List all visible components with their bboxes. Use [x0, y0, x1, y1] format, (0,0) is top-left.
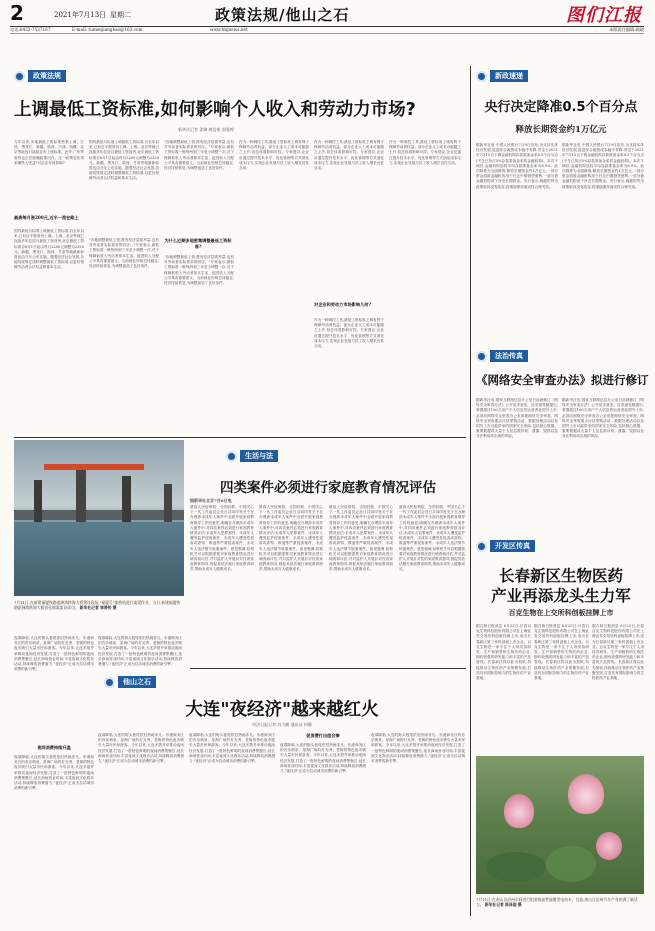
family-body-2: 最高人民检察院、全国妇联、中国关心下一代工作委员会近日共同印发关于在办理涉未成年人案件中全面开展家庭教育指导工作的意见,明确在办理涉未成年人案件中,对四类案件必须进行家庭教育情况评估:未成年人犯罪案件、未成年人遭受监护侵害案件、未成年人遭受性侵害或虐待、欺凌等严重侵害案件、未成年人违法情节较重案件。意见强调,检察机关可以根据需要对家庭教育情况进行调查和评估,并对监护人开展针对性的家庭教育指导,督促其依法履行家庭教育职责,帮助未成年人健康成长。: [259, 505, 323, 572]
wage-col6: 作为一种调控工具,最低工资标准上调有利于保障劳动者权益。部分企业人工成本可能随之上升,但总体看影响可控。专家建议,企业应通过提升技术水平、优化管理等方式消化成本压力,实现企业发展与员工收入增长良性互动。: [389, 140, 461, 165]
wage-subhead-3: 对企业和劳动力市场影响几何?: [314, 302, 371, 307]
changchun-body-3: 据吉林日报消息 6月25日,长春百克生物科技股份有限公司在上海证券交易所科创板挂牌上市,成为长春新区第三家科创板上市企业。百克生物是一家专注于人用疫苗研发、生产和销售的生物医药企业,拥有较强的研发能力和丰富的产品管线。长春新区将以此为契机,持续推动生物医药产业集聚发展,打造具有国际影响力的生物医药产业基地。: [592, 624, 644, 681]
issue-weekday: 星期二: [110, 11, 131, 19]
wage-col5: 作为一种调控工具,最低工资标准上调有利于保障劳动者权益。部分企业人工成本可能随之上升,但总体看影响可控。专家建议,企业应通过提升技术水平、优化管理等方式消化成本压力,实现企业发展与员工收入增长良性互动。: [314, 140, 384, 171]
section-mark-icon: [476, 351, 487, 362]
bridge-photo: [14, 440, 184, 596]
wage-col2: 国内最低月标准上调最低工资标准,自去年以来,已有近半数省份上调。上海、北京等地已连续多年位居月最低工资前列,北京最低工资标准自8月1日起由每月2200元调整为2320元。新疆、黑龙江、陕西、甘肃等地最新标准也由当年公布实施。随着经济社会发展,各地均按规定适时调整最低工资标准,以更好保障劳动者合法权益和基本生活。: [89, 140, 159, 181]
family-body-3: 最高人民检察院、全国妇联、中国关心下一代工作委员会近日共同印发关于在办理涉未成年人案件中全面开展家庭教育指导工作的意见,明确在办理涉未成年人案件中,对四类案件必须进行家庭教育情况评估:未成年人犯罪案件、未成年人遭受监护侵害案件、未成年人遭受性侵害或虐待、欺凌等严重侵害案件、未成年人违法情节较重案件。意见强调,检察机关可以根据需要对家庭教育情况进行调查和评估,并对监护人开展针对性的家庭教育指导,督促其依法履行家庭教育职责,帮助未成年人健康成长。: [329, 505, 393, 572]
divider-horizontal: [190, 668, 466, 669]
section-mark-icon: [476, 541, 487, 552]
changchun-title: 长春新区生物医药: [498, 567, 623, 585]
dalian-left-col: 夜幕降临,大连的街头巷尾依旧热闹非凡。东港商务区的音乐喷泉、星海广场的灯光秀、老街的特色夜市吸引大量市民和游客。今年以来,大连多措并举推动夜间经济发展,打造了一批特色鲜明的夜间消费集聚区,延长商场营业时间,丰富夜间文化娱乐活动,持续释放消费潜力,"夜经济"正成为拉动城市消费的新引擎。: [14, 636, 94, 672]
tag-label: 生活与法: [240, 450, 278, 462]
tag-label: 新政速递: [490, 70, 528, 82]
wage-col3b: "各地调整最低工资,既有经济层面考量,也有对劳动者实际需求的回应。"专家表示,最低工资标准一般每两到三年至少调整一次,对于保障低收入劳动者基本生活、促进收入分配公平具有重要意义。当前就业形势总体稳定,经济持续恢复,为调整创造了良好条件。: [164, 255, 234, 286]
dalian-subhead-2: 促消费打出组合拳: [306, 733, 340, 738]
family-title: 四类案件必须进行家庭教育情况评估: [220, 480, 436, 496]
wage-subhead-2: 为什么近期多地密集调整最低工资标准?: [164, 238, 232, 249]
issue-date: 2021年7月13日: [54, 11, 107, 19]
dalian-body-4: 夜幕降临,大连的街头巷尾依旧热闹非凡。东港商务区的音乐喷泉、星海广场的灯光秀、老街的特色夜市吸引大量市民和游客。今年以来,大连多措并举推动夜间经济发展,打造了一批特色鲜明的夜间消费集聚区,延长商场营业时间,丰富夜间文化娱乐活动,持续释放消费潜力,"夜经济"正成为拉动城市消费的新引擎。: [371, 733, 465, 764]
page-number: 2: [10, 1, 24, 25]
caption-text: 7月11日,在新建福厦铁路湄洲湾跨海大桥建设现场,"福厦号"架桥机进行架梁作业。当日,新建福厦铁路湄洲湾跨海大桥首孔箱梁架设成功。: [14, 600, 181, 610]
family-byline: 据新华社北京7月8日电: [190, 498, 232, 503]
dalian-title: 大连"夜经济"越来越红火: [185, 700, 379, 720]
wage-byline: 新华社记者 姜琳 黄浩苑 郭曼婷: [178, 127, 234, 132]
masthead-bar: [10, 26, 644, 34]
cyber-body-2: 据新华社电 国家互联网信息办公室日前就修订《网络安全审查办法》公开征求意见。征求意见稿提出,掌握超过100万用户个人信息的运营者赴国外上市,必须向网络安全审查办公室申报网络安全审查。网络安全审查重点评估采购活动、数据处理活动以及国外上市可能带来的国家安全风险,包括核心数据、重要数据或大量个人信息被窃取、泄露、毁损以及非法利用或出境的风险。: [562, 398, 644, 439]
pboc-body-2: 据新华社电 中国人民银行7月9日宣布,为支持实体经济发展,促进综合融资成本稳中有降,决定于2021年7月15日下调金融机构存款准备金率0.5个百分点(不含已执行5%存款准备金率的金融机构)。本次下调后,金融机构加权平均存款准备金率为8.9%。此次降准为全面降准,释放长期资金约1万亿元,一部分资金将被金融机构用于归还中期借贷便利,一部分被金融机构用于补充长期资金。央行表示,稳健的货币政策取向没有改变,将继续保持流动性合理充裕。: [562, 143, 644, 189]
section-mark-icon: [104, 677, 115, 688]
tag-label: 政策法规: [28, 70, 66, 82]
section-mark-icon: [14, 71, 25, 82]
dalian-left-col-2: 夜幕降临,大连的街头巷尾依旧热闹非凡。东港商务区的音乐喷泉、星海广场的灯光秀、老街的特色夜市吸引大量市民和游客。今年以来,大连多措并举推动夜间经济发展,打造了一批特色鲜明的夜间消费集聚区,延长商场营业时间,丰富夜间文化娱乐活动,持续释放消费潜力,"夜经济"正成为拉动城市消费的新引擎。: [14, 755, 94, 791]
family-body-1: 最高人民检察院、全国妇联、中国关心下一代工作委员会近日共同印发关于在办理涉未成年人案件中全面开展家庭教育指导工作的意见,明确在办理涉未成年人案件中,对四类案件必须进行家庭教育情况评估:未成年人犯罪案件、未成年人遭受监护侵害案件、未成年人遭受性侵害或虐待、欺凌等严重侵害案件、未成年人违法情节较重案件。意见强调,检察机关可以根据需要对家庭教育情况进行调查和评估,并对监护人开展针对性的家庭教育指导,督促其依法履行家庭教育职责,帮助未成年人健康成长。: [190, 505, 254, 572]
pboc-title: 央行决定降准0.5个百分点: [484, 100, 638, 115]
section-title: 政策法规/他山之石: [215, 6, 350, 24]
wage-col4: 作为一种调控工具,最低工资标准上调有利于保障劳动者权益。部分企业人工成本可能随之上升,但总体看影响可控。专家建议,企业应通过提升技术水平、优化管理等方式消化成本压力,实现企业发展与员工收入增长良性互动。: [239, 140, 309, 171]
changchun-body-1: 据吉林日报消息 6月25日,长春百克生物科技股份有限公司在上海证券交易所科创板挂牌上市,成为长春新区第三家科创板上市企业。百克生物是一家专注于人用疫苗研发、生产和销售的生物医药企业,拥有较强的研发能力和丰富的产品管线。长春新区将以此为契机,持续推动生物医药产业集聚发展,打造具有国际影响力的生物医药产业基地。: [476, 624, 531, 681]
dalian-body-1: 夜幕降临,大连的街头巷尾依旧热闹非凡。东港商务区的音乐喷泉、星海广场的灯光秀、老街的特色夜市吸引大量市民和游客。今年以来,大连多措并举推动夜间经济发展,打造了一批特色鲜明的夜间消费集聚区,延长商场营业时间,丰富夜间文化娱乐活动,持续释放消费潜力,"夜经济"正成为拉动城市消费的新引擎。: [98, 733, 184, 764]
family-body-4: 最高人民检察院、全国妇联、中国关心下一代工作委员会近日共同印发关于在办理涉未成年人案件中全面开展家庭教育指导工作的意见,明确在办理涉未成年人案件中,对四类案件必须进行家庭教育情况评估:未成年人犯罪案件、未成年人遭受监护侵害案件、未成年人遭受性侵害或虐待、欺凌等严重侵害案件、未成年人违法情节较重案件。意见强调,检察机关可以根据需要对家庭教育情况进行调查和评估,并对监护人开展针对性的家庭教育指导,督促其依法履行家庭教育职责,帮助未成年人健康成长。: [399, 505, 465, 572]
caption-credit: 新华社记者 陈泽国 摄: [484, 902, 522, 907]
wage-col3: "各地调整最低工资,既有经济层面考量,也有对劳动者实际需求的回应。"专家表示,最低工资标准一般每两到三年至少调整一次,对于保障低收入劳动者基本生活、促进收入分配公平具有重要意义。当前就业形势总体稳定,经济持续恢复,为调整创造了良好条件。: [164, 140, 234, 171]
dalian-byline: 经济日报记者 苏大鹏 通讯员 何静: [252, 722, 312, 727]
wage-col5b: 作为一种调控工具,最低工资标准上调有利于保障劳动者权益。部分企业人工成本可能随之上升,但总体看影响可控。专家建议,企业应通过提升技术水平、优化管理等方式消化成本压力,实现企业发展与员工收入增长良性互动。: [314, 318, 384, 349]
tag-label: 他山之石: [118, 676, 156, 688]
masthead: [10, 3, 644, 25]
cyber-body-1: 据新华社电 国家互联网信息办公室日前就修订《网络安全审查办法》公开征求意见。征求意见稿提出,掌握超过100万用户个人信息的运营者赴国外上市,必须向网络安全审查办公室申报网络安全审查。网络安全审查重点评估采购活动、数据处理活动以及国外上市可能带来的国家安全风险,包括核心数据、重要数据或大量个人信息被窃取、泄露、毁损以及非法利用或出境的风险。: [476, 398, 558, 439]
changchun-title-2: 产业再添龙头生力军: [491, 587, 631, 605]
tag-new-policy: [476, 70, 528, 82]
wage-subhead-1: 最高每月涨200元,近半一流在路上: [14, 215, 79, 220]
wage-col2b: "各地调整最低工资,既有经济层面考量,也有对劳动者实际需求的回应。"专家表示,最低工资标准一般每两到三年至少调整一次,对于保障低收入劳动者基本生活、促进收入分配公平具有重要意义。当前就业形势总体稳定,经济持续恢复,为调整创造了良好条件。: [89, 238, 159, 269]
dalian-body-2: 夜幕降临,大连的街头巷尾依旧热闹非凡。东港商务区的音乐喷泉、星海广场的灯光秀、老街的特色夜市吸引大量市民和游客。今年以来,大连多措并举推动夜间经济发展,打造了一批特色鲜明的夜间消费集聚区,延长商场营业时间,丰富夜间文化娱乐活动,持续释放消费潜力,"夜经济"正成为拉动城市消费的新引擎。: [189, 733, 275, 764]
pboc-subtitle: 释放长期资金约1万亿元: [515, 125, 607, 135]
cyber-title: 《网络安全审查办法》拟进行修订: [476, 373, 649, 387]
bridge-caption: [14, 600, 184, 610]
contact-email: E-mail: tumenjiangbao@163.com: [72, 27, 143, 32]
tag-legal: [476, 350, 528, 362]
dalian-subhead-1: 夜间消费持续升温: [37, 745, 71, 750]
wage-body-1: 国内最低月标准上调最低工资标准,自去年以来,已有近半数省份上调。上海、北京等地已连续多年位居月最低工资前列,北京最低工资标准自8月1日起由每月2200元调整为2320元。新疆、黑龙江、陕西、甘肃等地最新标准也由当年公布实施。随着经济社会发展,各地均按规定适时调整最低工资标准,以更好保障劳动者合法权益和基本生活。: [14, 229, 84, 270]
changchun-body-2: 据吉林日报消息 6月25日,长春百克生物科技股份有限公司在上海证券交易所科创板挂牌上市,成为长春新区第三家科创板上市企业。百克生物是一家专注于人用疫苗研发、生产和销售的生物医药企业,拥有较强的研发能力和丰富的产品管线。长春新区将以此为契机,持续推动生物医药产业集聚发展,打造具有国际影响力的生物医药产业基地。: [534, 624, 589, 681]
lotus-caption: [476, 897, 644, 907]
caption-credit: 新华社记者 林善传 摄: [79, 605, 117, 610]
caption-text: 7月11日,在南山自治州车间进行组装的高性能微型电动车。目前,南山自治州汽车产业充满了新活力。: [476, 897, 638, 907]
section-mark-icon: [226, 451, 237, 462]
tag-dev-zone: [476, 540, 535, 552]
contact-phone: 电话:0433-7537167: [10, 27, 51, 32]
wage-title: 上调最低工资标准,如何影响个人收入和劳动力市场?: [14, 100, 416, 120]
tag-policy: [14, 70, 66, 82]
editor-credit: 本版责任编辑:顾晓: [609, 27, 644, 32]
tag-label: 法治传真: [490, 350, 528, 362]
lotus-photo: [476, 756, 644, 894]
tag-other-places: [104, 676, 156, 688]
wage-lead: 今年以来,多地最低工资标准密集上调。江西、黑龙江、新疆、陕西、天津、西藏、北京等地近日陆续宣布上调标准。此外,广东等省份也正在酝酿政策出台。这一政策变化带来哪些人受益?对企业有何影响?: [14, 140, 84, 165]
contact-website: www.tmjnews.net: [210, 27, 248, 32]
divider-vertical: [470, 66, 471, 916]
dalian-body-3: 夜幕降临,大连的街头巷尾依旧热闹非凡。东港商务区的音乐喷泉、星海广场的灯光秀、老街的特色夜市吸引大量市民和游客。今年以来,大连多措并举推动夜间经济发展,打造了一批特色鲜明的夜间消费集聚区,延长商场营业时间,丰富夜间文化娱乐活动,持续释放消费潜力,"夜经济"正成为拉动城市消费的新引擎。: [280, 743, 366, 774]
section-mark-icon: [476, 71, 487, 82]
brand-logo: 图们江报: [566, 5, 642, 26]
dalian-col-a: 夜幕降临,大连的街头巷尾依旧热闹非凡。东港商务区的音乐喷泉、星海广场的灯光秀、老街的特色夜市吸引大量市民和游客。今年以来,大连多措并举推动夜间经济发展,打造了一批特色鲜明的夜间消费集聚区,延长商场营业时间,丰富夜间文化娱乐活动,持续释放消费潜力,"夜经济"正成为拉动城市消费的新引擎。: [98, 636, 182, 667]
divider-horizontal: [14, 437, 466, 438]
tag-life-law: [226, 450, 278, 462]
pboc-body-1: 据新华社电 中国人民银行7月9日宣布,为支持实体经济发展,促进综合融资成本稳中有降,决定于2021年7月15日下调金融机构存款准备金率0.5个百分点(不含已执行5%存款准备金率的金融机构)。本次下调后,金融机构加权平均存款准备金率为8.9%。此次降准为全面降准,释放长期资金约1万亿元,一部分资金将被金融机构用于归还中期借贷便利,一部分被金融机构用于补充长期资金。央行表示,稳健的货币政策取向没有改变,将继续保持流动性合理充裕。: [476, 143, 558, 189]
tag-label: 开发区传真: [490, 540, 535, 552]
changchun-subtitle: 百克生物在上交所科创板挂牌上市: [508, 608, 614, 617]
